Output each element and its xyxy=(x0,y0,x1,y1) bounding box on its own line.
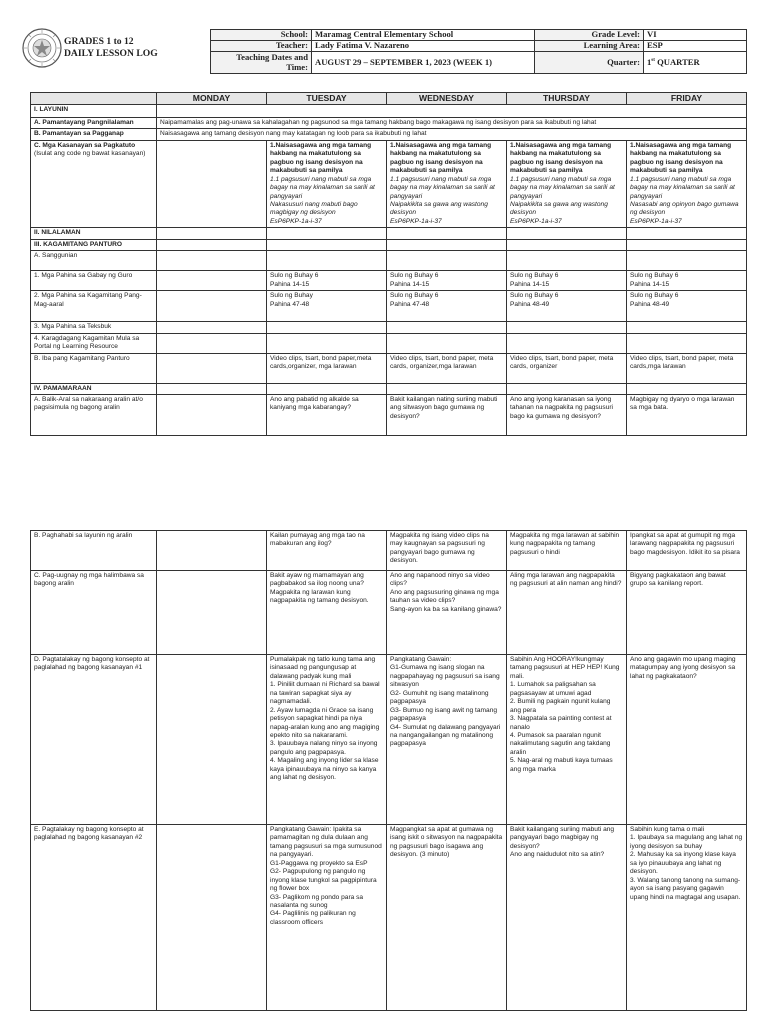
portal-label: 4. Karagdagang Kagamitan Mula sa Portal ng Learning Resource xyxy=(31,333,157,353)
kagamitang-mag-aaral-label: 2. Mga Pahina sa Kagamitang Pang- Mag-aaral xyxy=(31,291,157,322)
balik-aral-wednesday: Bakit kailangan nating suriing mabuti ang sitwasyon bago gumawa ng desisyon? xyxy=(387,395,507,436)
title-dll: DAILY LESSON LOG xyxy=(64,48,158,59)
balik-aral-label: A. Balik-Aral sa nakaraang aralin at/o pagsisimula ng bagong aralin xyxy=(31,395,157,436)
paghahabi-friday: Ipangkat sa apat at gumupit ng mga larawang nagpapakita ng pagsusuri bago magdesisyon. Idikit ito sa pisara xyxy=(627,531,747,571)
day-header-wednesday: WEDNESDAY xyxy=(387,93,507,105)
area-value: ESP xyxy=(644,41,747,52)
kagamitang-mag-aaral-tuesday: Sulo ng Buhay Pahina 47-48 xyxy=(267,291,387,322)
kagamitang-mag-aaral-thursday: Sulo ng Buhay 6 Pahina 48-49 xyxy=(507,291,627,322)
gabay-guro-tuesday: Sulo ng Buhay 6 Pahina 14-15 xyxy=(267,271,387,291)
pag-uugnay-thursday: Aling mga larawan ang nagpapakita ng pagsusuri at alin naman ang hindi? xyxy=(507,571,627,655)
iba-pang-kagamitan-tuesday: Video clips, tsart, bond paper,meta cards,organizer, mga larawan xyxy=(267,353,387,383)
kagamitang-mag-aaral-friday: Sulo ng Buhay 6 Pahina 48-49 xyxy=(627,291,747,322)
pag-uugnay-wednesday: Ano ang napanood ninyo sa video clips? Ano ang pagsusuring ginawa ng mga tauhan sa video clips? Sang-ayon ka ba sa kanilang ginawa? xyxy=(387,571,507,655)
dates-label: Teaching Dates and Time: xyxy=(211,52,312,74)
pag-uugnay-label: C. Pag-uugnay ng mga halimbawa sa bagong aralin xyxy=(31,571,157,655)
day-header-row xyxy=(31,93,747,105)
teacher-label: Teacher: xyxy=(211,41,312,52)
paghahabi-thursday: Magpakita ng mga larawan at sabihin kung nagpapakita ng tamang pagsusuri o hindi xyxy=(507,531,627,571)
day-header-tuesday: TUESDAY xyxy=(267,93,387,105)
kasanayan-sub: (Isulat ang code ng bawat kasanayan) xyxy=(34,150,146,158)
teksbuk-label: 3. Mga Pahina sa Teksbuk xyxy=(31,322,157,333)
paghahabi-tuesday: Kailan pumayag ang mga tao na mabakuran ang ilog? xyxy=(267,531,387,571)
header-info-table xyxy=(210,29,747,74)
kasanayan-wednesday: 1.Naisasagawa ang mga tamang hakbang na makatutulong sa pagbuo ng isang desisyon na makabubuti sa pamilya 1.1 pagsusuri nang mabuti sa mga bagay na may kinalaman sa sarili at pangyayari Naipakikita sa gawa ang wastong desisyon EsP6PKP-1a-i-37 xyxy=(387,140,507,227)
title-grades: GRADES 1 to 12 xyxy=(64,36,134,47)
school-value: Maramag Central Elementary School xyxy=(312,30,535,41)
pagtatalakay-1-wednesday: Pangkatang Gawain: G1-Gumawa ng isang slogan na nagpapahayag ng pagsusuri sa isang sitwasyon G2- Gumuhit ng isang matalinong pagpapasya G3- Bumuo ng isang awit ng tamang pagpapasya G4- Sumulat ng dalawang pangyayari na nangangailangan ng matalinong pagpapasya xyxy=(387,655,507,825)
pag-uugnay-friday: Bigyang pagkakataon ang bawat grupo sa kanilang report. xyxy=(627,571,747,655)
school-label: School: xyxy=(211,30,312,41)
deped-seal xyxy=(22,28,62,68)
balik-aral-thursday: Ano ang iyong karanasan sa iyong tahanan na nagpakita ng pagsusuri bago ka gumawa ng desisyon? xyxy=(507,395,627,436)
kasanayan-label-cell xyxy=(31,140,157,227)
day-header-friday: FRIDAY xyxy=(627,93,747,105)
gabay-guro-label: 1. Mga Pahina sa Gabay ng Guro xyxy=(31,271,157,291)
layunin-blank xyxy=(157,105,747,118)
pagtalakay-2-thursday: Bakit kailangang suriing mabuti ang pangyayari bago magbigay ng desisyon? Ano ang naidudulot nito sa atin? xyxy=(507,825,627,1011)
kagamitang-mag-aaral-wednesday: Sulo ng Buhay 6 Pahina 47-48 xyxy=(387,291,507,322)
pagtalakay-2-label: E. Pagtalakay ng bagong konsepto at paglalahad ng bagong kasanayan #2 xyxy=(31,825,157,1011)
quarter-value: 1st QUARTER xyxy=(644,52,747,74)
pagtalakay-2-tuesday: Pangkatang Gawain: Ipakita sa pamamagitan ng dula dulaan ang tamang pagsusuri sa mga sumusunod na pangyayari. G1-Paggawa ng proyekto sa EsP G2- Pagpupulong ng pangulo ng inyong klase tungkol sa pagpipintura ng flower box G3- Paglikom ng pondo para sa nasalanta ng sunog G4- Paglilinis ng palikuran ng classroom officers xyxy=(267,825,387,1011)
day-header-monday: MONDAY xyxy=(157,93,267,105)
gabay-guro-friday: Sulo ng Buhay 6 Pahina 14-15 xyxy=(627,271,747,291)
pag-uugnay-tuesday: Bakit ayaw ng mamamayan ang pagbabakod sa ilog noong una? Magpakita ng larawan kung nagpapakita ng tamang desisyon. xyxy=(267,571,387,655)
day-header-thursday: THURSDAY xyxy=(507,93,627,105)
teacher-value: Lady Fatima V. Nazareno xyxy=(312,41,535,52)
sanggunian-label: A. Sanggunian xyxy=(31,251,157,271)
pagtatalakay-1-label: D. Pagtatalakay ng bagong konsepto at paglalahad ng bagong kasanayan #1 xyxy=(31,655,157,825)
iba-pang-kagamitan-label: B. Iba pang Kagamitang Panturo xyxy=(31,353,157,383)
iba-pang-kagamitan-thursday: Video clips, tsart, bond paper, meta cards, organizer xyxy=(507,353,627,383)
pamantayan-pagganap-label: B. Pamantayan sa Pagganap xyxy=(31,129,157,140)
pamantayang-pangnilalaman-text: Naipamamalas ang pag-unawa sa kahalagahan ng pagsunod sa mga tamang hakbang bago makagawa ng isang desisyon para sa ikabubuti ng lahat xyxy=(157,118,747,129)
lesson-table-top xyxy=(30,92,747,436)
grade-value: VI xyxy=(644,30,747,41)
pagtatalakay-1-friday: Ano ang gagawin mo upang maging matagumpay ang iyong desisyon sa lahat ng pagkakataon? xyxy=(627,655,747,825)
kasanayan-label: C. Mga Kasanayan sa Pagkatuto xyxy=(34,141,136,149)
lesson-table-bottom xyxy=(30,530,747,1011)
pagtatalakay-1-thursday: Sabihin Ang HOORAY!kungmay tamang pagsusuri at HEP HEP! Kung mali. 1. Lumahok sa paligsahan sa pagsasayaw at umuwi agad 2. Bumili ng pagkain ngunit kulang ang pera 3. Nagpatala sa painting contest at nanalo 4. Pumasok sa paaralan ngunit nakalimutang sagutin ang takdang aralin 5. Nag-aral ng mabuti kaya tumaas ang mga marka xyxy=(507,655,627,825)
gabay-guro-thursday: Sulo ng Buhay 6 Pahina 14-15 xyxy=(507,271,627,291)
section-kagamitan: III. KAGAMITANG PANTURO xyxy=(31,239,157,250)
pamantayang-pangnilalaman-label: A. Pamantayang Pangnilalaman xyxy=(31,118,157,129)
paghahabi-wednesday: Magpakita ng isang video clips na may kaugnayan sa pagsusuri ng pangyayari bago gumawa ng desisyon. xyxy=(387,531,507,571)
section-pamamaraan: IV. PAMAMARAAN xyxy=(31,383,157,394)
grade-label: Grade Level: xyxy=(535,30,644,41)
iba-pang-kagamitan-friday: Video clips, tsart, bond paper, meta cards,mga larawan xyxy=(627,353,747,383)
day-header-blank xyxy=(31,93,157,105)
gabay-guro-wednesday: Sulo ng Buhay 6 Pahina 14-15 xyxy=(387,271,507,291)
kasanayan-thursday: 1.Naisasagawa ang mga tamang hakbang na makatutulong sa pagbuo ng isang desisyon na makabubuti sa pamilya 1.1 pagsusuri nang mabuti sa mga bagay na may kinalaman sa sarili at pangyayari Naipakikita sa gawa ang wastong desisyon EsP6PKP-1a-i-37 xyxy=(507,140,627,227)
paghahabi-label: B. Paghahabi sa layunin ng aralin xyxy=(31,531,157,571)
balik-aral-tuesday: Ano ang pabatid ng alkalde sa kaniyang mga kabarangay? xyxy=(267,395,387,436)
quarter-label: Quarter: xyxy=(535,52,644,74)
pamantayan-pagganap-text: Naisasagawa ang tamang desisyon nang may katatagan ng loob para sa ikabubuti ng lahat xyxy=(157,129,747,140)
dates-value: AUGUST 29 – SEPTEMBER 1, 2023 (WEEK 1) xyxy=(312,52,535,74)
pagtatalakay-1-tuesday: Pumalakpak ng tatlo kung tama ang isinasaad ng pangungusap at dalawang padyak kung mali 1. Piniliit dumaan ni Richard sa bawal na tawiran sapagkat siya ay nagmamadali. 2. Ayaw lumagda ni Grace sa isang petisyon sapagkat hindi pa niya napag-aralan kung ano ang magiging epekto nito sa nakararami. 3. Ipauubaya nalang ninyo sa inyong pangulo ang pagpapasya. 4. Magaling ang inyong lider sa klase kaya ipinauubaya na ninyo sa kanya ang lahat ng desisyon. xyxy=(267,655,387,825)
section-nilalaman: II. NILALAMAN xyxy=(31,228,157,239)
area-label: Learning Area: xyxy=(535,41,644,52)
section-layunin: I. LAYUNIN xyxy=(31,105,157,118)
kasanayan-monday xyxy=(157,140,267,227)
balik-aral-friday: Magbigay ng dyaryo o mga larawan sa mga bata. xyxy=(627,395,747,436)
pagtalakay-2-friday: Sabihin kung tama o mali 1. Ipaubaya sa magulang ang lahat ng iyong desisyon sa buhay 2. Mahusay ka sa inyong klase kaya sa iyo pinauubaya ang lahat ng desisyon. 3. Walang tanong tanong na sumang-ayon sa isang pasyang gagawin upang hindi na magtagal ang usapan. xyxy=(627,825,747,1011)
kasanayan-friday: 1.Naisasagawa ang mga tamang hakbang na makatutulong sa pagbuo ng isang desisyon na makabubuti sa pamilya 1.1 pagsusuri nang mabuti sa mga bagay na may kinalaman sa sarili at pangyayari Nasasabi ang opinyon bago gumawa ng desisyon EsP6PKP-1a-i-37 xyxy=(627,140,747,227)
kasanayan-tuesday: 1.Naisasagawa ang mga tamang hakbang na makatutulong sa pagbuo ng isang desisyon na makabubuti sa pamilya 1.1 pagsusuri nang mabuti sa mga bagay na may kinalaman sa sarili at pangyayari Nakasusuri nang mabuti bago magbigay ng desisyon EsP6PKP-1a-i-37 xyxy=(267,140,387,227)
iba-pang-kagamitan-wednesday: Video clips, tsart, bond paper, meta cards, organizer,mga larawan xyxy=(387,353,507,383)
pagtalakay-2-wednesday: Magpangkat sa apat at gumawa ng isang iskit o sitwasyon na nagpapakita ng pagsusuri bago isagawa ang desisyon. (3 minuto) xyxy=(387,825,507,1011)
